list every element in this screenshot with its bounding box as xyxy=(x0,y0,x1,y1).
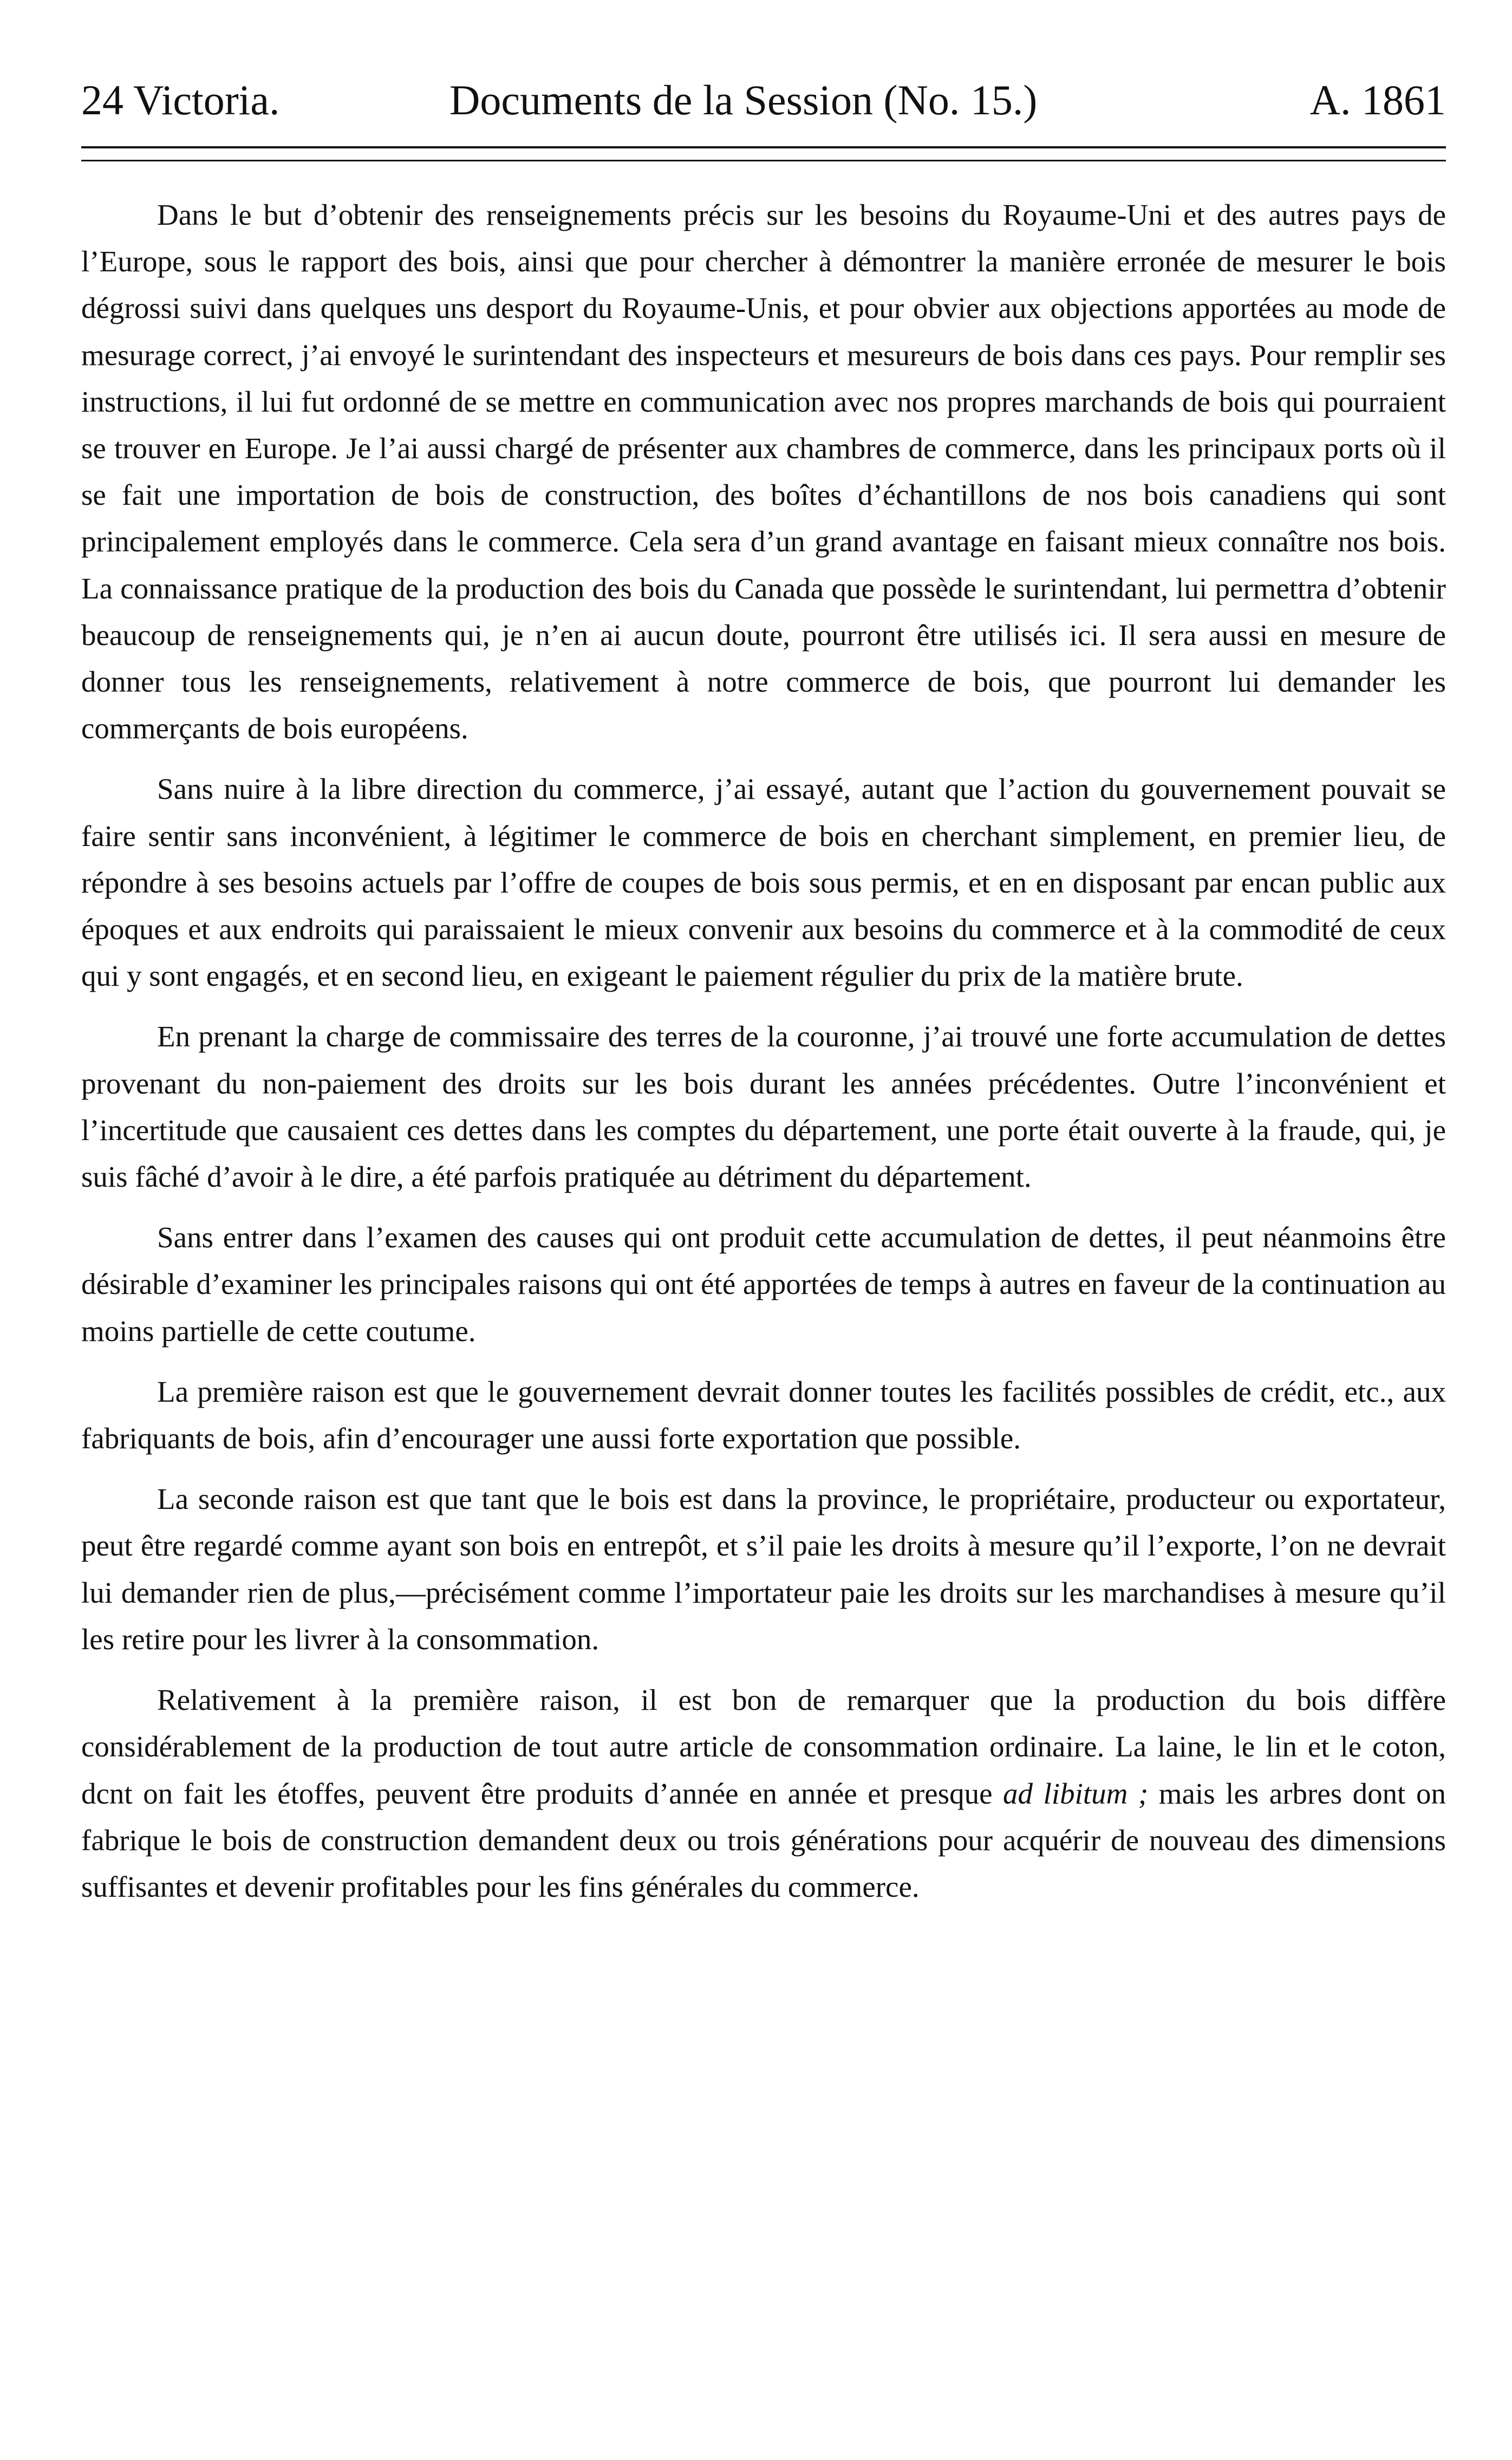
paragraph-4: Sans entrer dans l’examen des causes qui ont produit cette accumulation de dettes, il peut néanmoins être désirable d’examiner les principales raisons qui ont été apportées de temps à autres en faveur de la continuation au moins partielle de cette coutume. xyxy=(81,1221,1446,1348)
paragraph-7 xyxy=(81,1677,1446,1910)
body-text xyxy=(81,192,1446,1910)
header-title: Documents de la Session (No. 15.) xyxy=(449,76,1038,123)
paragraph-2: Sans nuire à la libre direction du commerce, j’ai essayé, autant que l’action du gouvernement pouvait se faire sentir sans inconvénient, à légitimer le commerce de bois en cherchant simplement, en premier lieu, de répondre à ses besoins actuels par l’offre de coupes de bois sous permis, et en en disposant par encan public aux époques et aux endroits qui paraissaient le mieux convenir aux besoins du commerce et à la commodité de ceux qui y sont engagés, et en second lieu, en exigeant le paiement régulier du prix de la matière brute. xyxy=(81,772,1446,993)
header-year: A. 1861 xyxy=(1309,76,1446,123)
paragraph-7-text-a: Relativement à la première raison, il est bon de remarquer que la production du bois diffère considérablement de la production de tout autre article de consommation ordinaire. La laine, le lin et le coton, dcnt on fait les étoffes, peuvent être produits d’année en année et presque xyxy=(81,1683,1446,1810)
paragraph-3: En prenant la charge de commissaire des terres de la couronne, j’ai trouvé une forte accumulation de dettes provenant du non-paiement des droits sur les bois durant les années précédentes. Outre l’inconvénient et l’incertitude que causaient ces dettes dans les comptes du département, une porte était ouverte à la fraude, qui, je suis fâché d’avoir à le dire, a été parfois pratiquée au détriment du département. xyxy=(81,1020,1446,1194)
paragraph-7-italic: ad libitum ; xyxy=(1003,1776,1149,1810)
paragraph-6: La seconde raison est que tant que le bois est dans la province, le propriétaire, producteur ou exportateur, peut être regardé comme ayant son bois en entrepôt, et s’il paie les droits à mesure qu’il l’exporte, l’on ne devrait lui demander rien de plus,—précisément comme l’importateur paie les droits sur les marchandises à mesure qu’il les retire pour les livrer à la consommation. xyxy=(81,1482,1446,1656)
paragraph-7-text-b: mais les arbres dont on fabrique le bois de construction demandent deux ou trois générations pour acquérir de nouveau des dimensions suffisantes et devenir profitables pour les fins générales du commerce. xyxy=(81,1776,1446,1903)
paragraph-5: La première raison est que le gouvernement devrait donner toutes les facilités possibles de crédit, etc., aux fabriquants de bois, afin d’encourager une aussi forte exportation que possible. xyxy=(81,1375,1446,1455)
running-header xyxy=(81,65,1446,135)
paragraph-1: Dans le but d’obtenir des renseignements précis sur les besoins du Royaume-Uni et des autres pays de l’Europe, sous le rapport des bois, ainsi que pour chercher à démontrer la manière erronée de mesurer le bois dégrossi suivi dans quelques uns desport du Royaume-Unis, et pour obvier aux objections apportées au mode de mesurage correct, j’ai envoyé le surintendant des inspecteurs et mesureurs de bois dans ces pays. Pour remplir ses instructions, il lui fut ordonné de se mettre en communication avec nos propres marchands de bois qui pourraient se trouver en Europe. Je l’ai aussi chargé de présenter aux chambres de commerce, dans les principaux ports où il se fait une importation de bois de construction, des boîtes d’échantillons de nos bois canadiens qui sont principalement employés dans le commerce. Cela sera d’un grand avantage en faisant mieux connaître nos bois. La connaissance pratique de la production des bois du Canada que possède le surintendant, lui permettra d’obtenir beaucoup de renseignements qui, je n’en ai aucun doute, pourront être utilisés ici. Il sera aussi en mesure de donner tous les renseignements, relativement à notre commerce de bois, que pourront lui demander les commerçants de bois européens. xyxy=(81,198,1446,745)
header-rule xyxy=(81,146,1446,161)
document-page xyxy=(81,65,1446,2410)
header-volume: 24 Victoria. xyxy=(81,76,280,123)
